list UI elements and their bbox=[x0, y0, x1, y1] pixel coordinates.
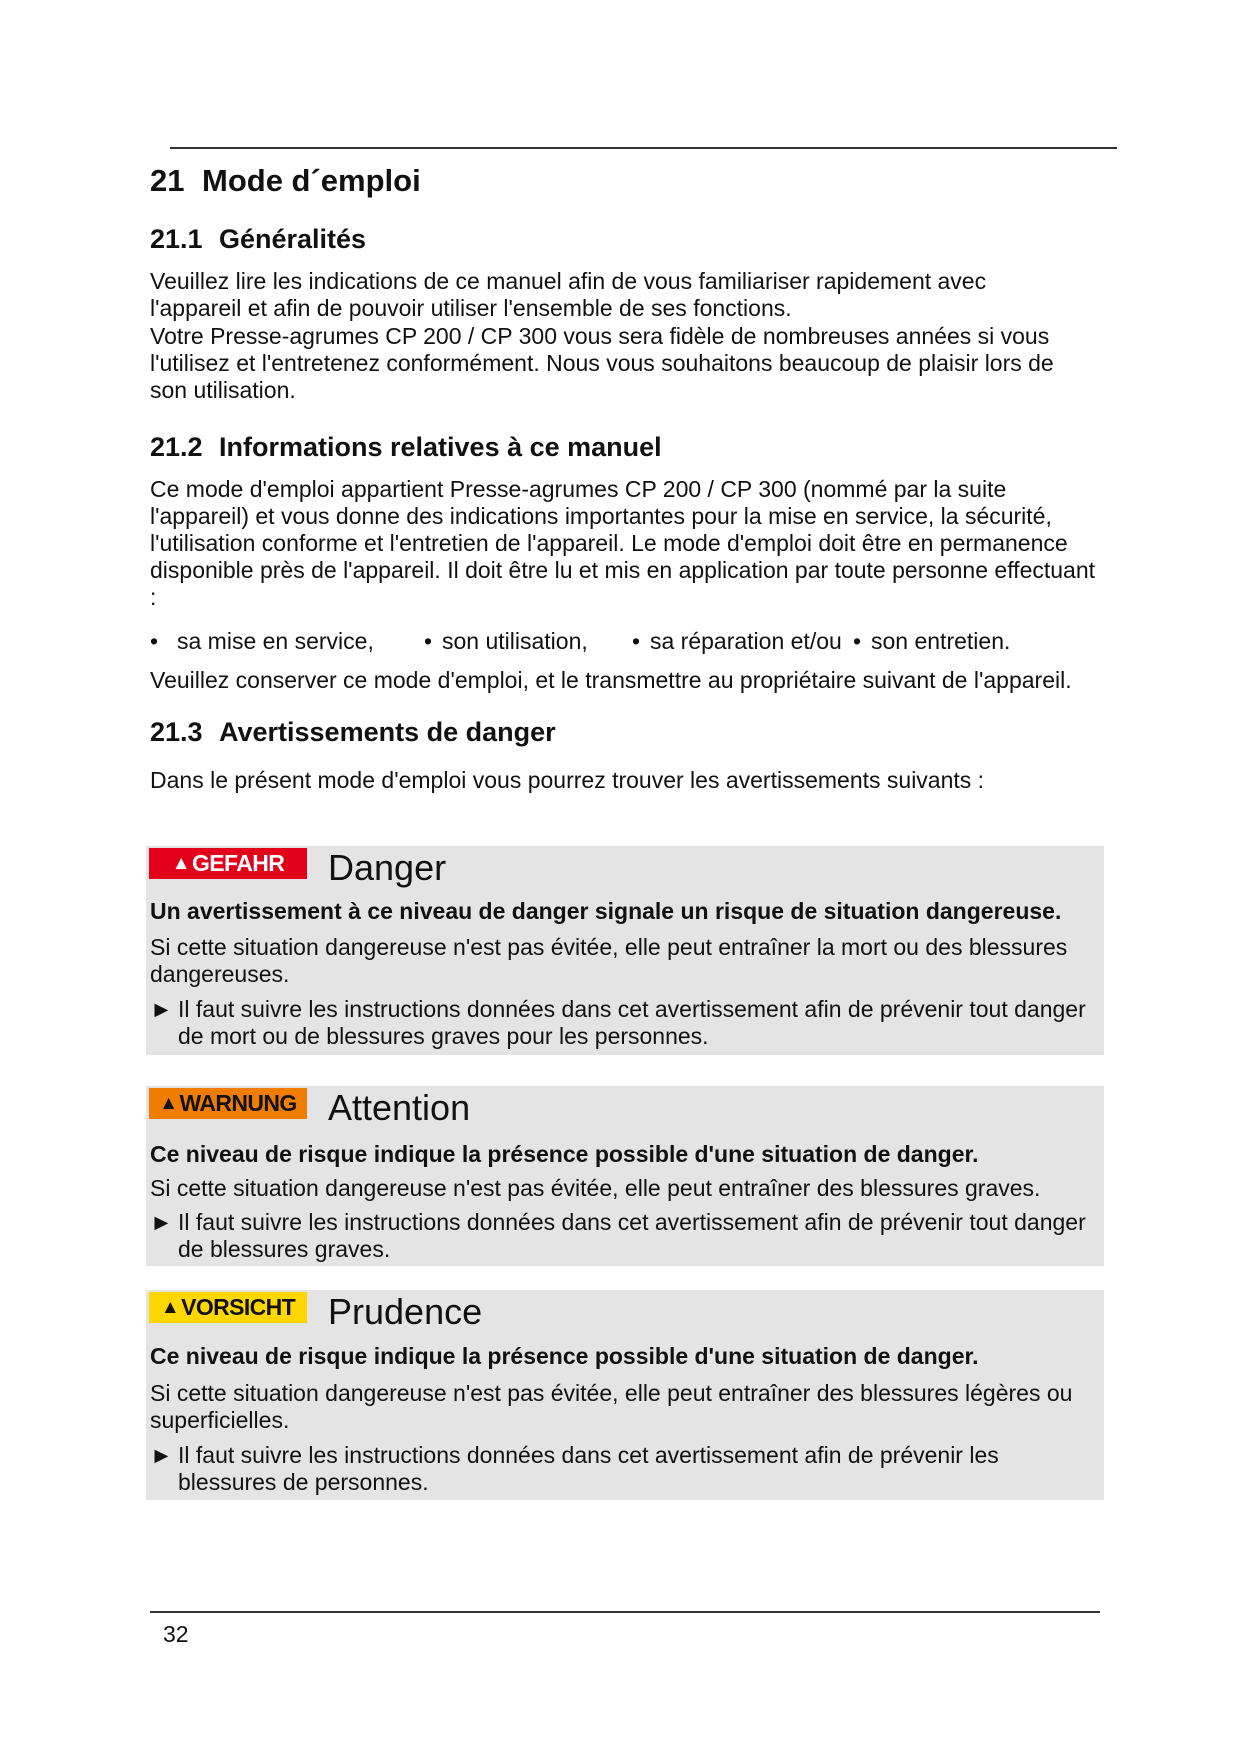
warning-lead: Ce niveau de risque indique la présence possible d'une situation de danger. bbox=[150, 1343, 979, 1369]
warning-badge-gefahr bbox=[149, 848, 307, 879]
warning-instruction bbox=[150, 1442, 1100, 1496]
subsection-heading-generalites bbox=[150, 224, 366, 255]
subsection-title: Avertissements de danger bbox=[219, 717, 556, 747]
page-number: 32 bbox=[163, 1621, 189, 1647]
warning-title: Danger bbox=[328, 847, 447, 888]
footer-rule bbox=[150, 1611, 1100, 1613]
warning-title: Prudence bbox=[328, 1291, 483, 1332]
warning-instruction bbox=[150, 1209, 1100, 1263]
badge-label: GEFAHR bbox=[191, 850, 285, 876]
warning-lead: Un avertissement à ce niveau de danger signale un risque de situation dangereuse. bbox=[150, 898, 1062, 924]
section-heading bbox=[150, 163, 421, 199]
warning-badge-vorsicht bbox=[149, 1292, 307, 1323]
badge-label: VORSICHT bbox=[181, 1294, 296, 1320]
subsection-title: Informations relatives à ce manuel bbox=[219, 432, 662, 462]
arrow-right-icon: ► bbox=[150, 1209, 173, 1235]
warning-badge-warnung bbox=[149, 1088, 307, 1119]
paragraph: Ce mode d'emploi appartient Presse-agrumes CP 200 / CP 300 (nommé par la suite l'appareil) et vous donne des indications importantes pour la mise en service, la sécurité, l'utilisation conforme et l'entretien de l'appareil. Le mode d'emploi doit être en permanence disponible près de l'appareil. Il doit être lu et mis en application par toute personne effectuant : bbox=[150, 476, 1096, 610]
warning-triangle-icon: ▲ bbox=[171, 852, 190, 874]
bullet-marker: • bbox=[150, 628, 159, 654]
header-rule bbox=[170, 147, 1117, 149]
subsection-number: 21.3 bbox=[150, 717, 203, 747]
warning-panel-danger bbox=[146, 846, 1104, 1055]
paragraph: Veuillez conserver ce mode d'emploi, et le transmettre au propriétaire suivant de l'appareil. bbox=[150, 667, 1072, 693]
subsection-heading-avertissements bbox=[150, 717, 556, 748]
bullet-marker: • bbox=[632, 628, 641, 654]
bullet-marker: • bbox=[424, 628, 433, 654]
warning-lead: Ce niveau de risque indique la présence possible d'une situation de danger. bbox=[150, 1141, 979, 1167]
subsection-title: Généralités bbox=[219, 224, 367, 254]
arrow-right-icon: ► bbox=[150, 1442, 173, 1468]
instruction-text: Il faut suivre les instructions données dans cet avertissement afin de prévenir tout danger de blessures graves. bbox=[178, 1209, 1086, 1262]
subsection-heading-informations bbox=[150, 432, 662, 463]
section-number: 21 bbox=[150, 163, 185, 198]
paragraph: Veuillez lire les indications de ce manuel afin de vous familiariser rapidement avec l'appareil et afin de pouvoir utiliser l'ensemble de ses fonctions. bbox=[150, 268, 987, 321]
warning-text: Si cette situation dangereuse n'est pas évitée, elle peut entraîner des blessures légères ou superficielles. bbox=[150, 1380, 1073, 1433]
list-item: sa mise en service, bbox=[177, 628, 374, 654]
warning-text: Si cette situation dangereuse n'est pas évitée, elle peut entraîner des blessures graves. bbox=[150, 1175, 1041, 1201]
warning-triangle-icon: ▲ bbox=[160, 1296, 180, 1318]
list-item: son utilisation, bbox=[442, 628, 588, 654]
warning-panel-prudence bbox=[146, 1290, 1104, 1500]
section-title: Mode d´emploi bbox=[202, 163, 421, 198]
warning-panel-attention bbox=[146, 1086, 1104, 1266]
warning-text: Si cette situation dangereuse n'est pas évitée, elle peut entraîner la mort ou des blessures dangereuses. bbox=[150, 934, 1068, 987]
warning-instruction bbox=[150, 996, 1100, 1050]
instruction-text: Il faut suivre les instructions données dans cet avertissement afin de prévenir tout danger de mort ou de blessures graves pour les personnes. bbox=[178, 996, 1086, 1049]
arrow-right-icon: ► bbox=[150, 996, 173, 1022]
bullet-marker: • bbox=[853, 628, 862, 654]
warning-triangle-icon: ▲ bbox=[159, 1092, 178, 1114]
instruction-text: Il faut suivre les instructions données dans cet avertissement afin de prévenir les blessures de personnes. bbox=[178, 1442, 999, 1495]
badge-label: WARNUNG bbox=[179, 1090, 297, 1116]
subsection-number: 21.1 bbox=[150, 224, 203, 254]
list-item: sa réparation et/ou bbox=[650, 628, 842, 654]
paragraph: Votre Presse-agrumes CP 200 / CP 300 vous sera fidèle de nombreuses années si vous l'utilisez et l'entretenez conformément. Nous vous souhaitons beaucoup de plaisir lors de son utilisation. bbox=[150, 323, 1054, 403]
paragraph: Dans le présent mode d'emploi vous pourrez trouver les avertissements suivants : bbox=[150, 767, 985, 793]
list-item: son entretien. bbox=[871, 628, 1011, 654]
subsection-number: 21.2 bbox=[150, 432, 203, 462]
warning-title: Attention bbox=[328, 1087, 471, 1128]
